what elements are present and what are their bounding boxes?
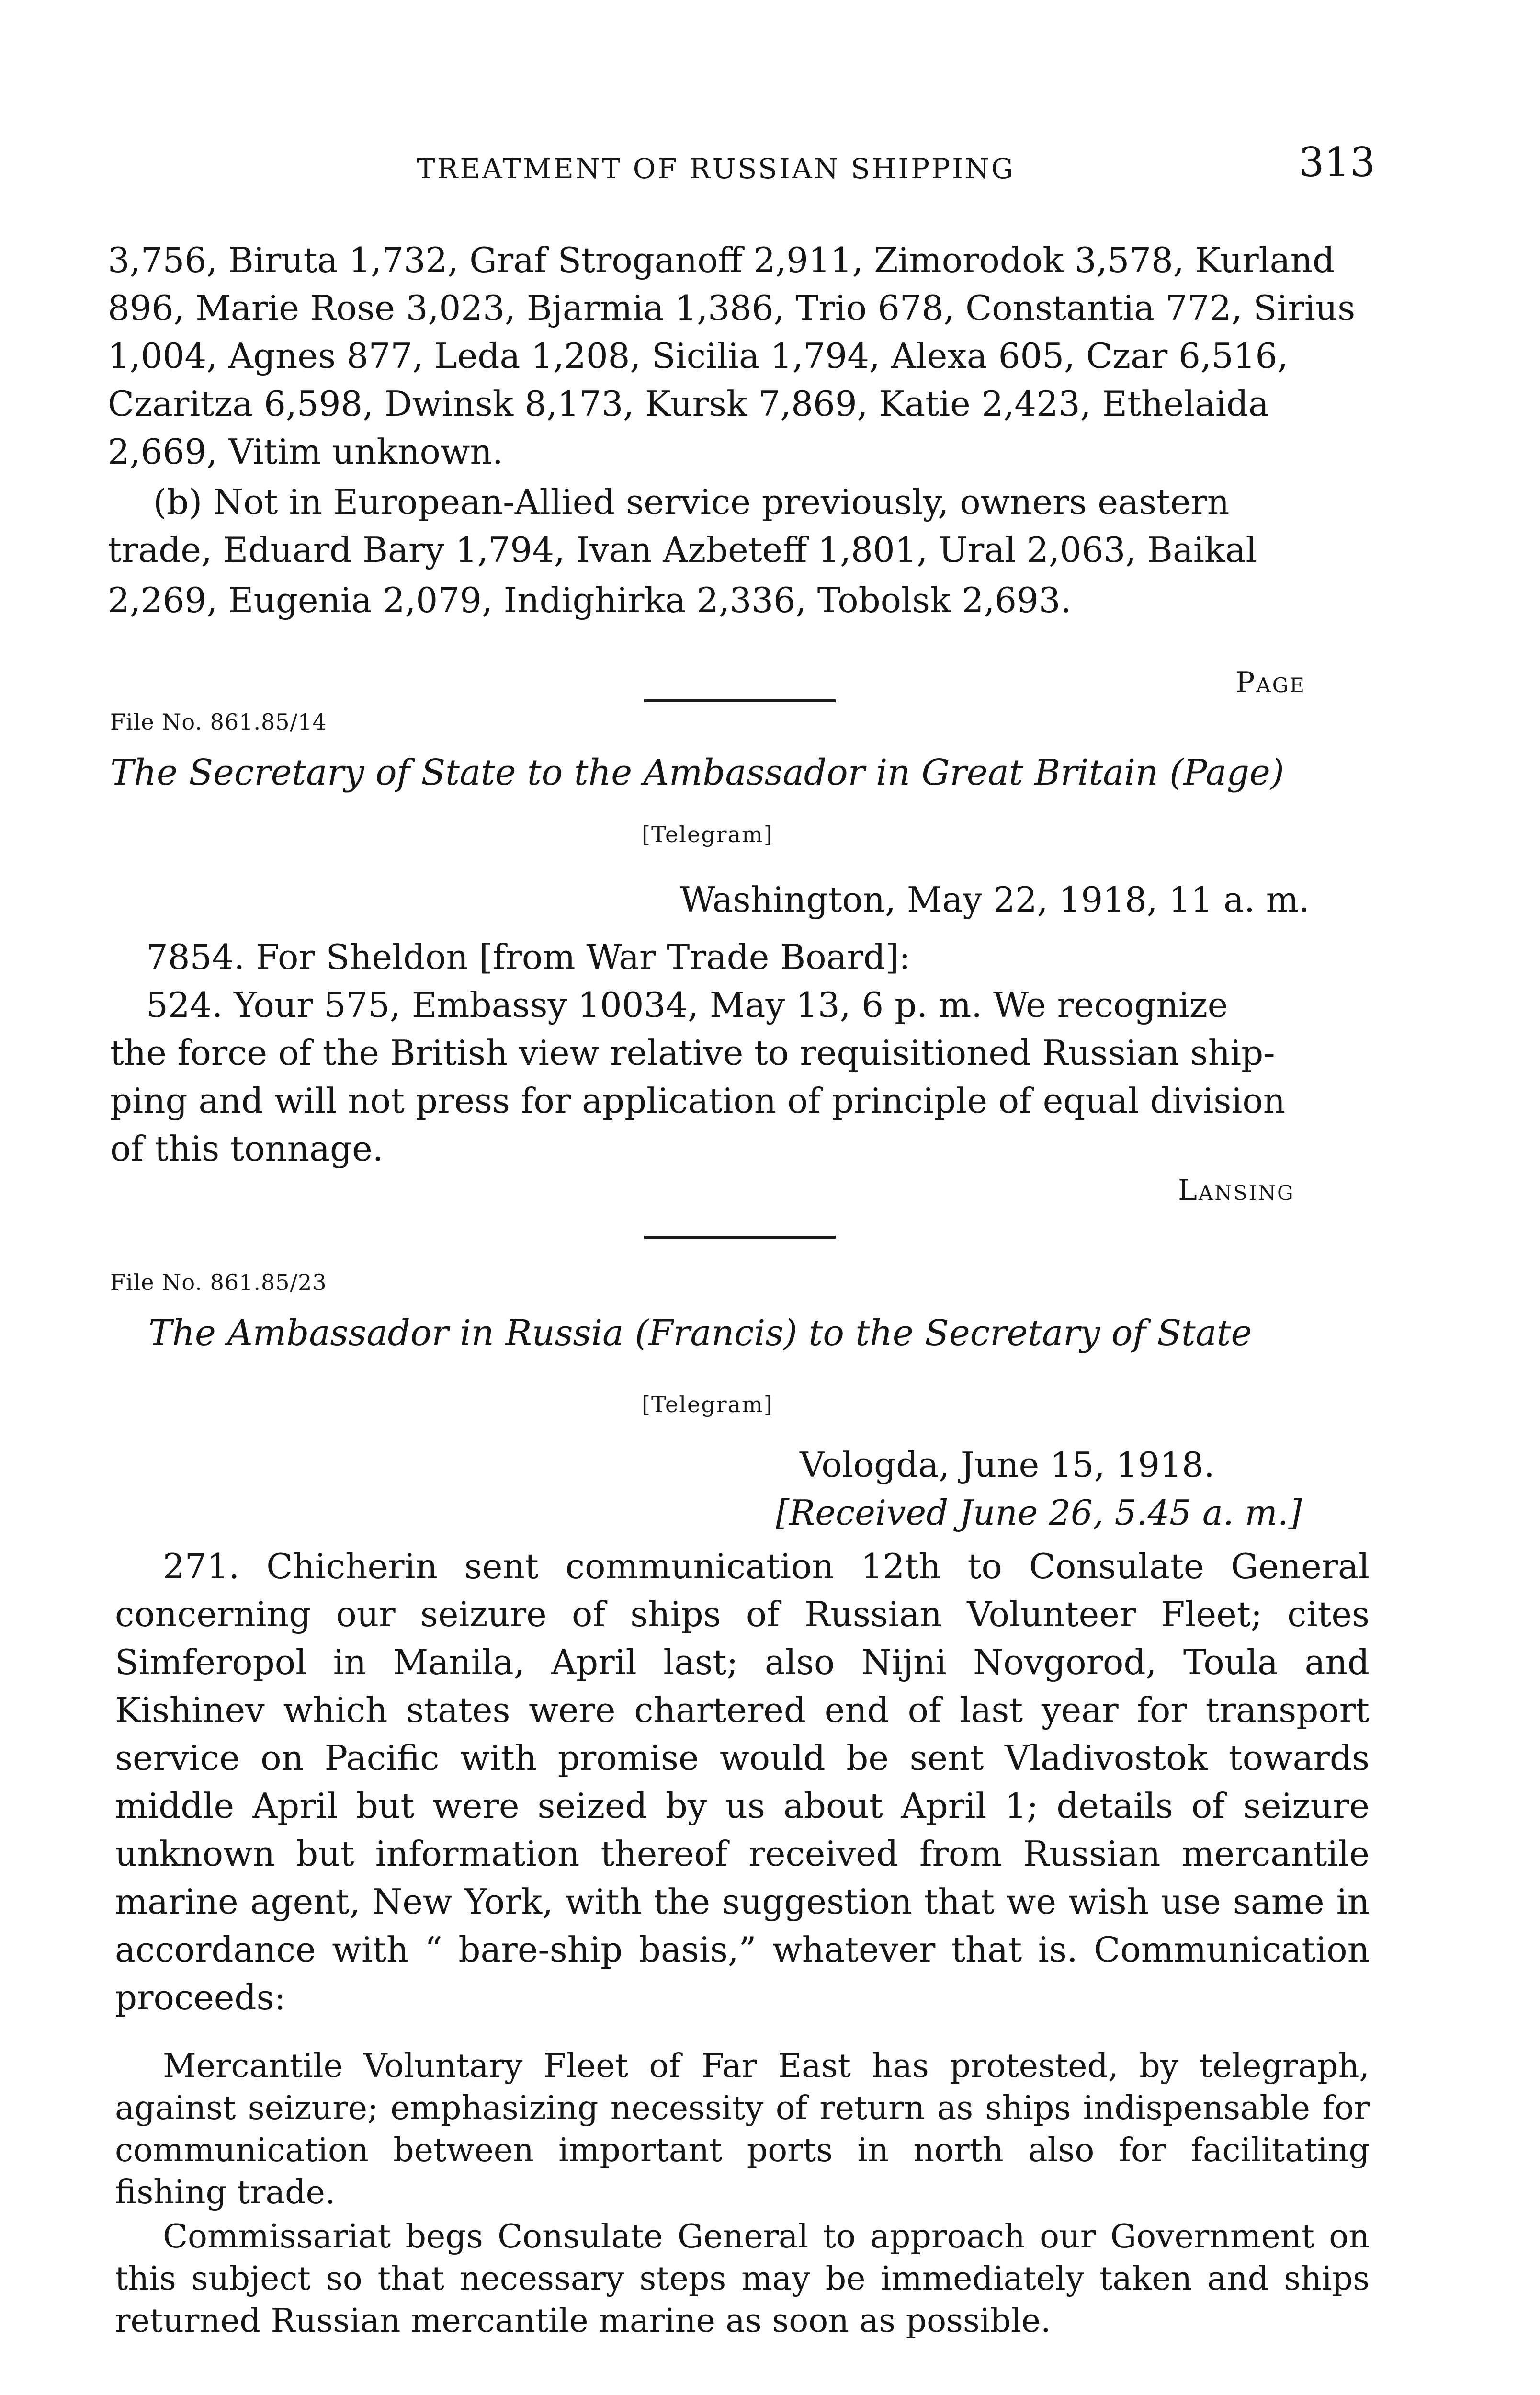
doc2-quote-block [115,2045,1370,2342]
doc1-line-3: the force of the British view relative to requisitioned Russian ship- [110,1033,1275,1073]
doc1-telegram-label: [Telegram] [642,821,773,847]
page-number: 313 [1299,139,1376,186]
doc2-telegram-label: [Telegram] [642,1391,773,1417]
doc1-line-5: of this tonnage. [110,1129,384,1169]
doc2-body-text: 271. Chicherin sent communication 12th to Consulate General concerning our seizure of ships of Russian Volunteer Fleet; cites Simferopol in Manila, April last; also Nijni Novgorod, Toula and Kishinev which states were chartered end of last year for transport service on Pacific with promise would be sent Vladivostok towards middle April but were seized by us about April 1; details of seizure unknown but information thereof received from Russian mercantile marine agent, New York, with the suggestion that we wish use same in accordance with “ bare-ship basis,” whatever that is. Communication proceeds: [115,1546,1370,2018]
signature-page: Page [1235,666,1306,699]
doc2-title: The Ambassador in Russia (Francis) to the Secretary of State [148,1312,1252,1354]
running-header: TREATMENT OF RUSSIAN SHIPPING [417,152,1016,185]
continuation-line-8: 2,269, Eugenia 2,079, Indighirka 2,336, Tobolsk 2,693. [108,580,1072,620]
continuation-line-1: 3,756, Biruta 1,732, Graf Stroganoff 2,911, Zimorodok 3,578, Kurland [108,240,1335,280]
doc2-quote-paragraph-1: Mercantile Voluntary Fleet of Far East has protested, by telegraph, against seizure; emphasizing necessity of return as ships indispensable for communication between important ports in north also for facilitating fishing trade. [115,2047,1370,2212]
continuation-line-6: (b) Not in European-Allied service previously, owners eastern [153,482,1230,522]
doc1-signature: Lansing [1178,1174,1295,1207]
doc2-received: [Received June 26, 5.45 a. m.] [776,1493,1302,1533]
continuation-line-3: 1,004, Agnes 877, Leda 1,208, Sicilia 1,794, Alexa 605, Czar 6,516, [108,336,1289,376]
doc1-line-4: ping and will not press for application of principle of equal division [110,1081,1286,1121]
doc2-file-number: File No. 861.85/23 [110,1269,327,1295]
doc1-place-date: Washington, May 22, 1918, 11 a. m. [680,879,1310,920]
doc1-file-number: File No. 861.85/14 [110,709,327,735]
doc1-line-1: 7854. For Sheldon [from War Trade Board]: [146,937,911,977]
continuation-line-4: Czaritza 6,598, Dwinsk 8,173, Kursk 7,869, Katie 2,423, Ethelaida [108,384,1269,424]
doc1-title: The Secretary of State to the Ambassador in Great Britain (Page) [110,752,1284,793]
section-rule-1 [644,699,836,702]
doc2-place-date: Vologda, June 15, 1918. [800,1445,1215,1485]
doc2-quote-paragraph-2: Commissariat begs Consulate General to approach our Government on this subject so that necessary steps may be immediately taken and ships returned Russian mercantile marine as soon as possible. [115,2218,1370,2340]
doc2-body-paragraph [115,1542,1370,2021]
continuation-line-2: 896, Marie Rose 3,023, Bjarmia 1,386, Trio 678, Constantia 772, Sirius [108,288,1356,328]
doc1-line-2: 524. Your 575, Embassy 10034, May 13, 6 p. m. We recognize [146,985,1228,1025]
continuation-line-7: trade, Eduard Bary 1,794, Ivan Azbeteff 1,801, Ural 2,063, Baikal [108,530,1257,570]
continuation-line-5: 2,669, Vitim unknown. [108,432,503,472]
section-rule-2 [644,1236,836,1239]
